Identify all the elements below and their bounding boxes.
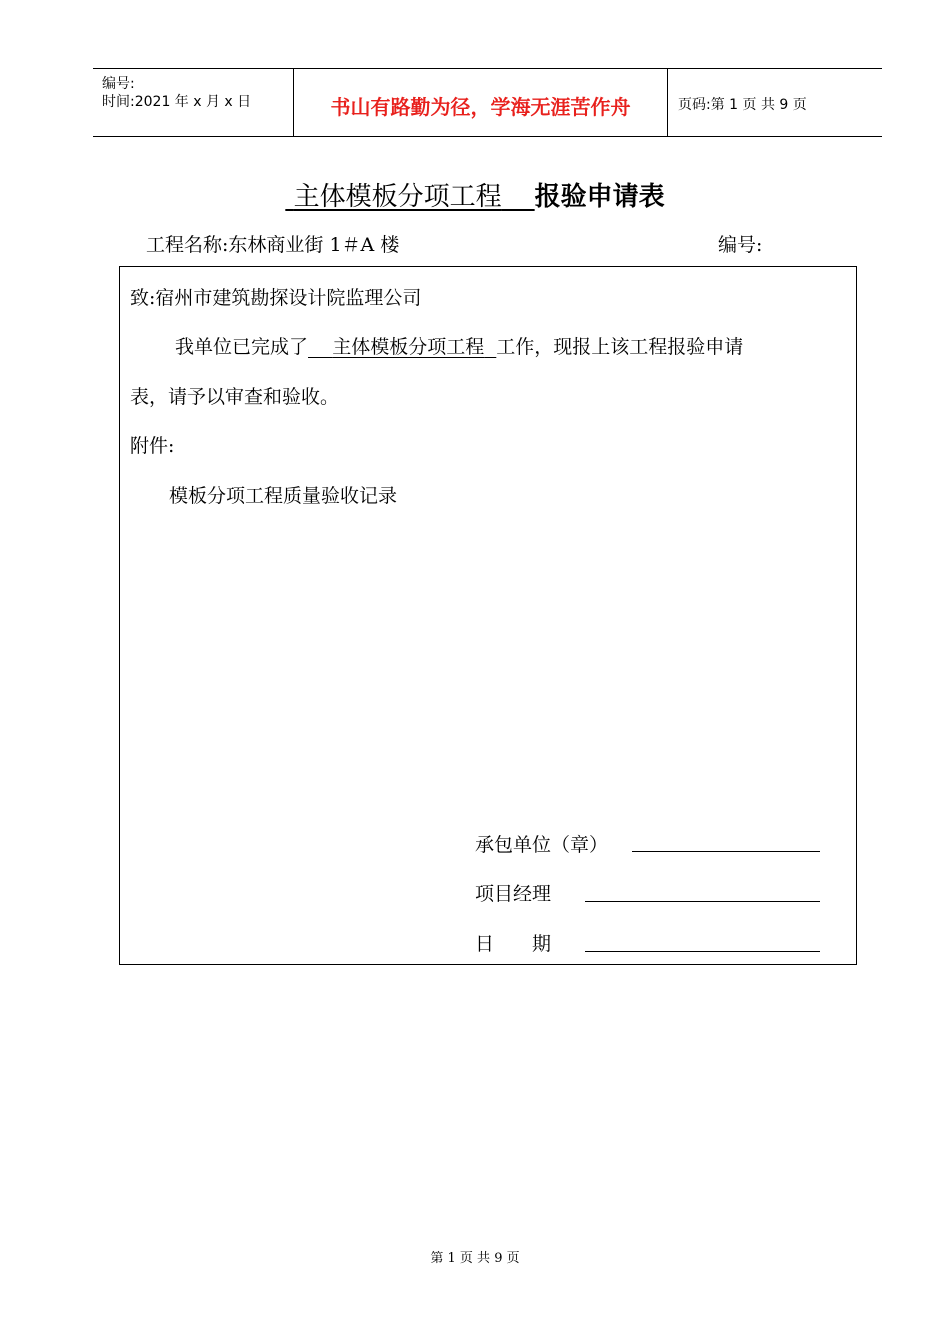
form-box: [119, 266, 857, 965]
contractor-signature-line[interactable]: [632, 851, 820, 852]
addressee-line: 致:宿州市建筑勘探设计院监理公司: [130, 287, 422, 309]
attachment-item: 模板分项工程质量验收记录: [169, 485, 398, 507]
form-number-label: 编号:: [718, 234, 763, 256]
manager-label: 项目经理: [475, 883, 552, 905]
header-page-cell: [668, 69, 882, 136]
document-header: [93, 68, 882, 137]
page-title: [0, 176, 950, 213]
date-label: 日 期: [475, 933, 552, 955]
header-page-label: 页码:第 1 页 共 9 页: [678, 97, 807, 113]
header-left-cell: [93, 69, 293, 136]
date-signature-line[interactable]: [585, 951, 820, 952]
paragraph-start: 我单位已完成了: [175, 336, 309, 358]
paragraph-end: 工作，现报上该工程报验申请: [496, 336, 744, 358]
page-footer: 第 1 页 共 9 页: [430, 1251, 520, 1266]
title-underlined-part: 主体模板分项工程: [293, 182, 502, 212]
paragraph-line-2: 表，请予以审查和验收。: [130, 386, 340, 408]
header-number-label: 编号:: [102, 76, 135, 92]
paragraph-blank-field: 主体模板分项工程: [332, 336, 485, 358]
contractor-label: 承包单位（章）: [475, 834, 609, 856]
manager-signature-line[interactable]: [585, 901, 820, 902]
attachment-label: 附件:: [130, 435, 175, 457]
project-name: 工程名称:东林商业街 1＃A 楼: [146, 234, 400, 256]
header-motto-cell: [293, 69, 668, 136]
header-motto: 书山有路勤为径，学海无涯苦作舟: [330, 95, 631, 119]
paragraph-line-1: [175, 332, 743, 359]
header-time-label: 时间:2021 年 x 月 x 日: [102, 94, 252, 110]
title-bold-part: 报验申请表: [534, 182, 665, 212]
